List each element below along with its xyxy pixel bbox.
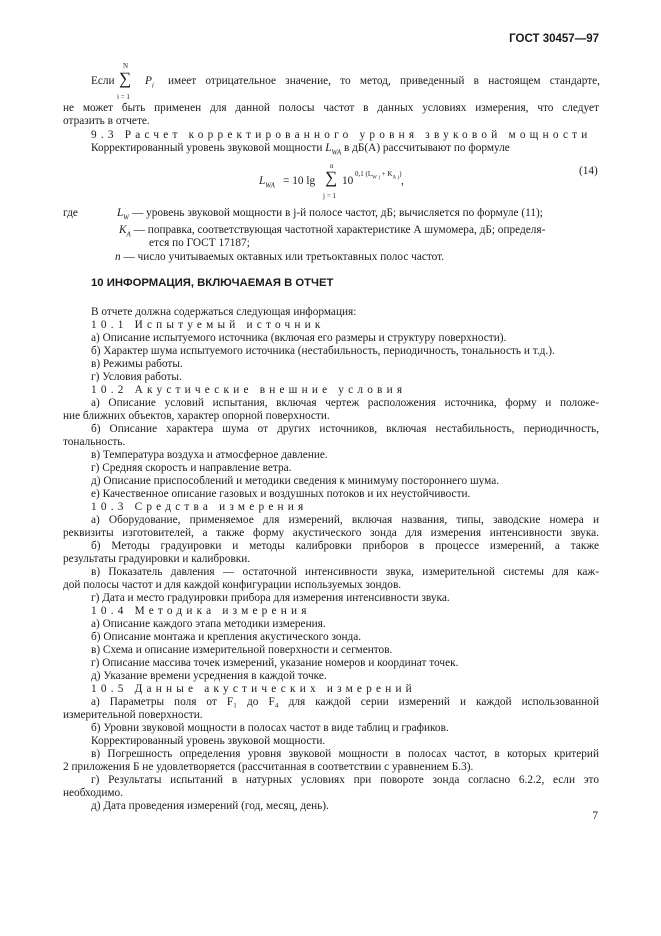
s10-subheading: 10.2 Акустические внешние условия <box>91 384 407 396</box>
def-lw: $L_W$ — уровень звуковой мощности в j-й полосе частот, дБ; вычисляется по формуле (11); <box>117 207 543 222</box>
s10-line: а) Описание условий испытания, включая чертеж расположения источника, форму и положе- <box>91 397 599 409</box>
s10-line: г) Результаты испытаний в натурных условиях при повороте зонда согласно 6.2.2, если это <box>91 774 599 786</box>
formula-exponent: 0,1 ($L_W$ $_j + K_A$ $_j$) <box>355 170 402 181</box>
s10-line: д) Описание приспособлений и методики сведения к минимуму постороннего шума. <box>91 475 500 487</box>
s10-line: г) Описание массива точек измерений, указание номеров и координат точек. <box>91 657 459 669</box>
document-code-header: ГОСТ 30457—97 <box>509 33 599 45</box>
s10-line: б) Описание монтажа и крепления акустического зонда. <box>91 631 362 643</box>
s10-subheading: 10.1 Испытуемый источник <box>91 319 325 331</box>
s10-line: измерительной поверхности. <box>63 709 203 721</box>
s10-line: б) Описание характера шума от других источников, включая нестабильность, периодичность, <box>91 423 599 435</box>
intro-if-word: Если <box>91 75 115 87</box>
formula-sigma: ∑ <box>325 168 338 187</box>
intro-line1-text: имеет отрицательное значение, то метод, приведенный в настоящем стандарте, <box>168 75 600 87</box>
s10-line: г) Дата и место градуировки прибора для измерения интенсивности звука. <box>91 592 450 604</box>
s93-intro-line: Корректированный уровень звуковой мощности $L_{WA}$ в дБ(A) рассчитывают по формуле <box>91 142 510 157</box>
s10-line: д) Указание времени усреднения в каждой точке. <box>91 670 327 682</box>
s10-line: а) Описание испытуемого источника (включая его размеры и структуру поверхности). <box>91 332 507 344</box>
s93-title: 9.3 Расчет корректированного уровня звуковой мощности <box>91 129 592 141</box>
s10-line: г) Условия работы. <box>91 371 182 383</box>
page-number: 7 <box>592 810 598 822</box>
s10-subheading: 10.4 Методика измерения <box>91 605 311 617</box>
s10-line: необходимо. <box>63 787 123 799</box>
formula-base: 10 <box>342 175 354 187</box>
sigma-symbol: ∑ <box>119 69 132 88</box>
s10-line: результаты градуировки и калибровки. <box>63 553 251 565</box>
s10-line: б) Уровни звуковой мощности в полосах частот в виде таблиц и графиков. <box>91 722 449 734</box>
s10-line: 2 приложения Б не удовлетворяется (рассчитанная в соответствии с уравнением Б.3). <box>63 761 474 773</box>
s10-line: б) Характер шума испытуемого источника (нестабильность, периодичность, тональность и т.д.). <box>91 345 555 357</box>
def-n: n — число учитываемых октавных или третьоктавных полос частот. <box>115 251 445 263</box>
s10-subheading: 10.5 Данные акустических измерений <box>91 683 416 695</box>
formula-upper: n <box>330 162 334 170</box>
where-word: где <box>63 207 78 219</box>
s10-line: Корректированный уровень звуковой мощности. <box>91 735 326 747</box>
formula-end: , <box>401 175 404 187</box>
def-ka: $K_A$ — поправка, соответствующая частотной характеристике А шумомера, дБ; определя- <box>119 224 546 239</box>
s10-line: в) Схема и описание измерительной поверхности и сегментов. <box>91 644 393 656</box>
formula-lower: j = 1 <box>323 192 336 200</box>
intro-line2: не может быть применен для данной полосы частот в данных условиях измерения, что следует <box>63 102 599 114</box>
formula-14 <box>255 160 605 204</box>
intro-line3: отразить в отчете. <box>63 115 150 127</box>
s10-line: е) Качественное описание газовых и воздушных потоков и их неустойчивости. <box>91 488 471 500</box>
formula-number: (14) <box>579 165 598 177</box>
s10-subheading: 10.3 Средства измерения <box>91 501 308 513</box>
sum-lower-limit: i = 1 <box>117 93 130 101</box>
s10-line: в) Температура воздуха и атмосферное давление. <box>91 449 328 461</box>
sum-upper-limit: N <box>123 62 129 70</box>
s10-line: а) Параметры поля от F₁ до F₄ для каждой серии измерений и каждой использованной <box>91 696 599 708</box>
s10-line: а) Оборудование, применяемое для измерений, включая названия, типы, заводские номера и <box>91 514 599 526</box>
def-ka-cont: ется по ГОСТ 17187; <box>149 237 250 249</box>
s10-line: д) Дата проведения измерений (год, месяц, день). <box>91 800 329 812</box>
formula-lhs: $L_{WA}$ <box>259 175 275 190</box>
s10-line: тональность. <box>63 436 126 448</box>
s10-line: б) Методы градуировки и методы калибровки приборов в процессе измерений, а также <box>91 540 599 552</box>
sum-term: $P_i$ <box>145 75 154 90</box>
formula-eq: = 10 lg <box>283 175 316 187</box>
s10-line: г) Средняя скорость и направление ветра. <box>91 462 292 474</box>
s10-line: в) Режимы работы. <box>91 358 183 370</box>
s10-line: в) Погрешность определения уровня звуковой мощности в полосах частот, в которых критерий <box>91 748 599 760</box>
s10-line: В отчете должна содержаться следующая информация: <box>91 306 357 318</box>
section-10-heading: 10 ИНФОРМАЦИЯ, ВКЛЮЧАЕМАЯ В ОТЧЕТ <box>91 277 334 289</box>
intro-sum-formula <box>63 62 603 102</box>
s10-line: в) Показатель давления — остаточной интенсивности звука, измерительной системы для каж- <box>91 566 599 578</box>
s10-line: а) Описание каждого этапа методики измерения. <box>91 618 326 630</box>
s10-line: дой полосы частот и для каждой конфигурации используемых зондов. <box>63 579 402 591</box>
s10-line: реквизиты изготовителей, а также форму акустического зонда для измерения интенсивности звука. <box>63 527 599 539</box>
s10-line: ние ближних объектов, характер опорной поверхности. <box>63 410 330 422</box>
